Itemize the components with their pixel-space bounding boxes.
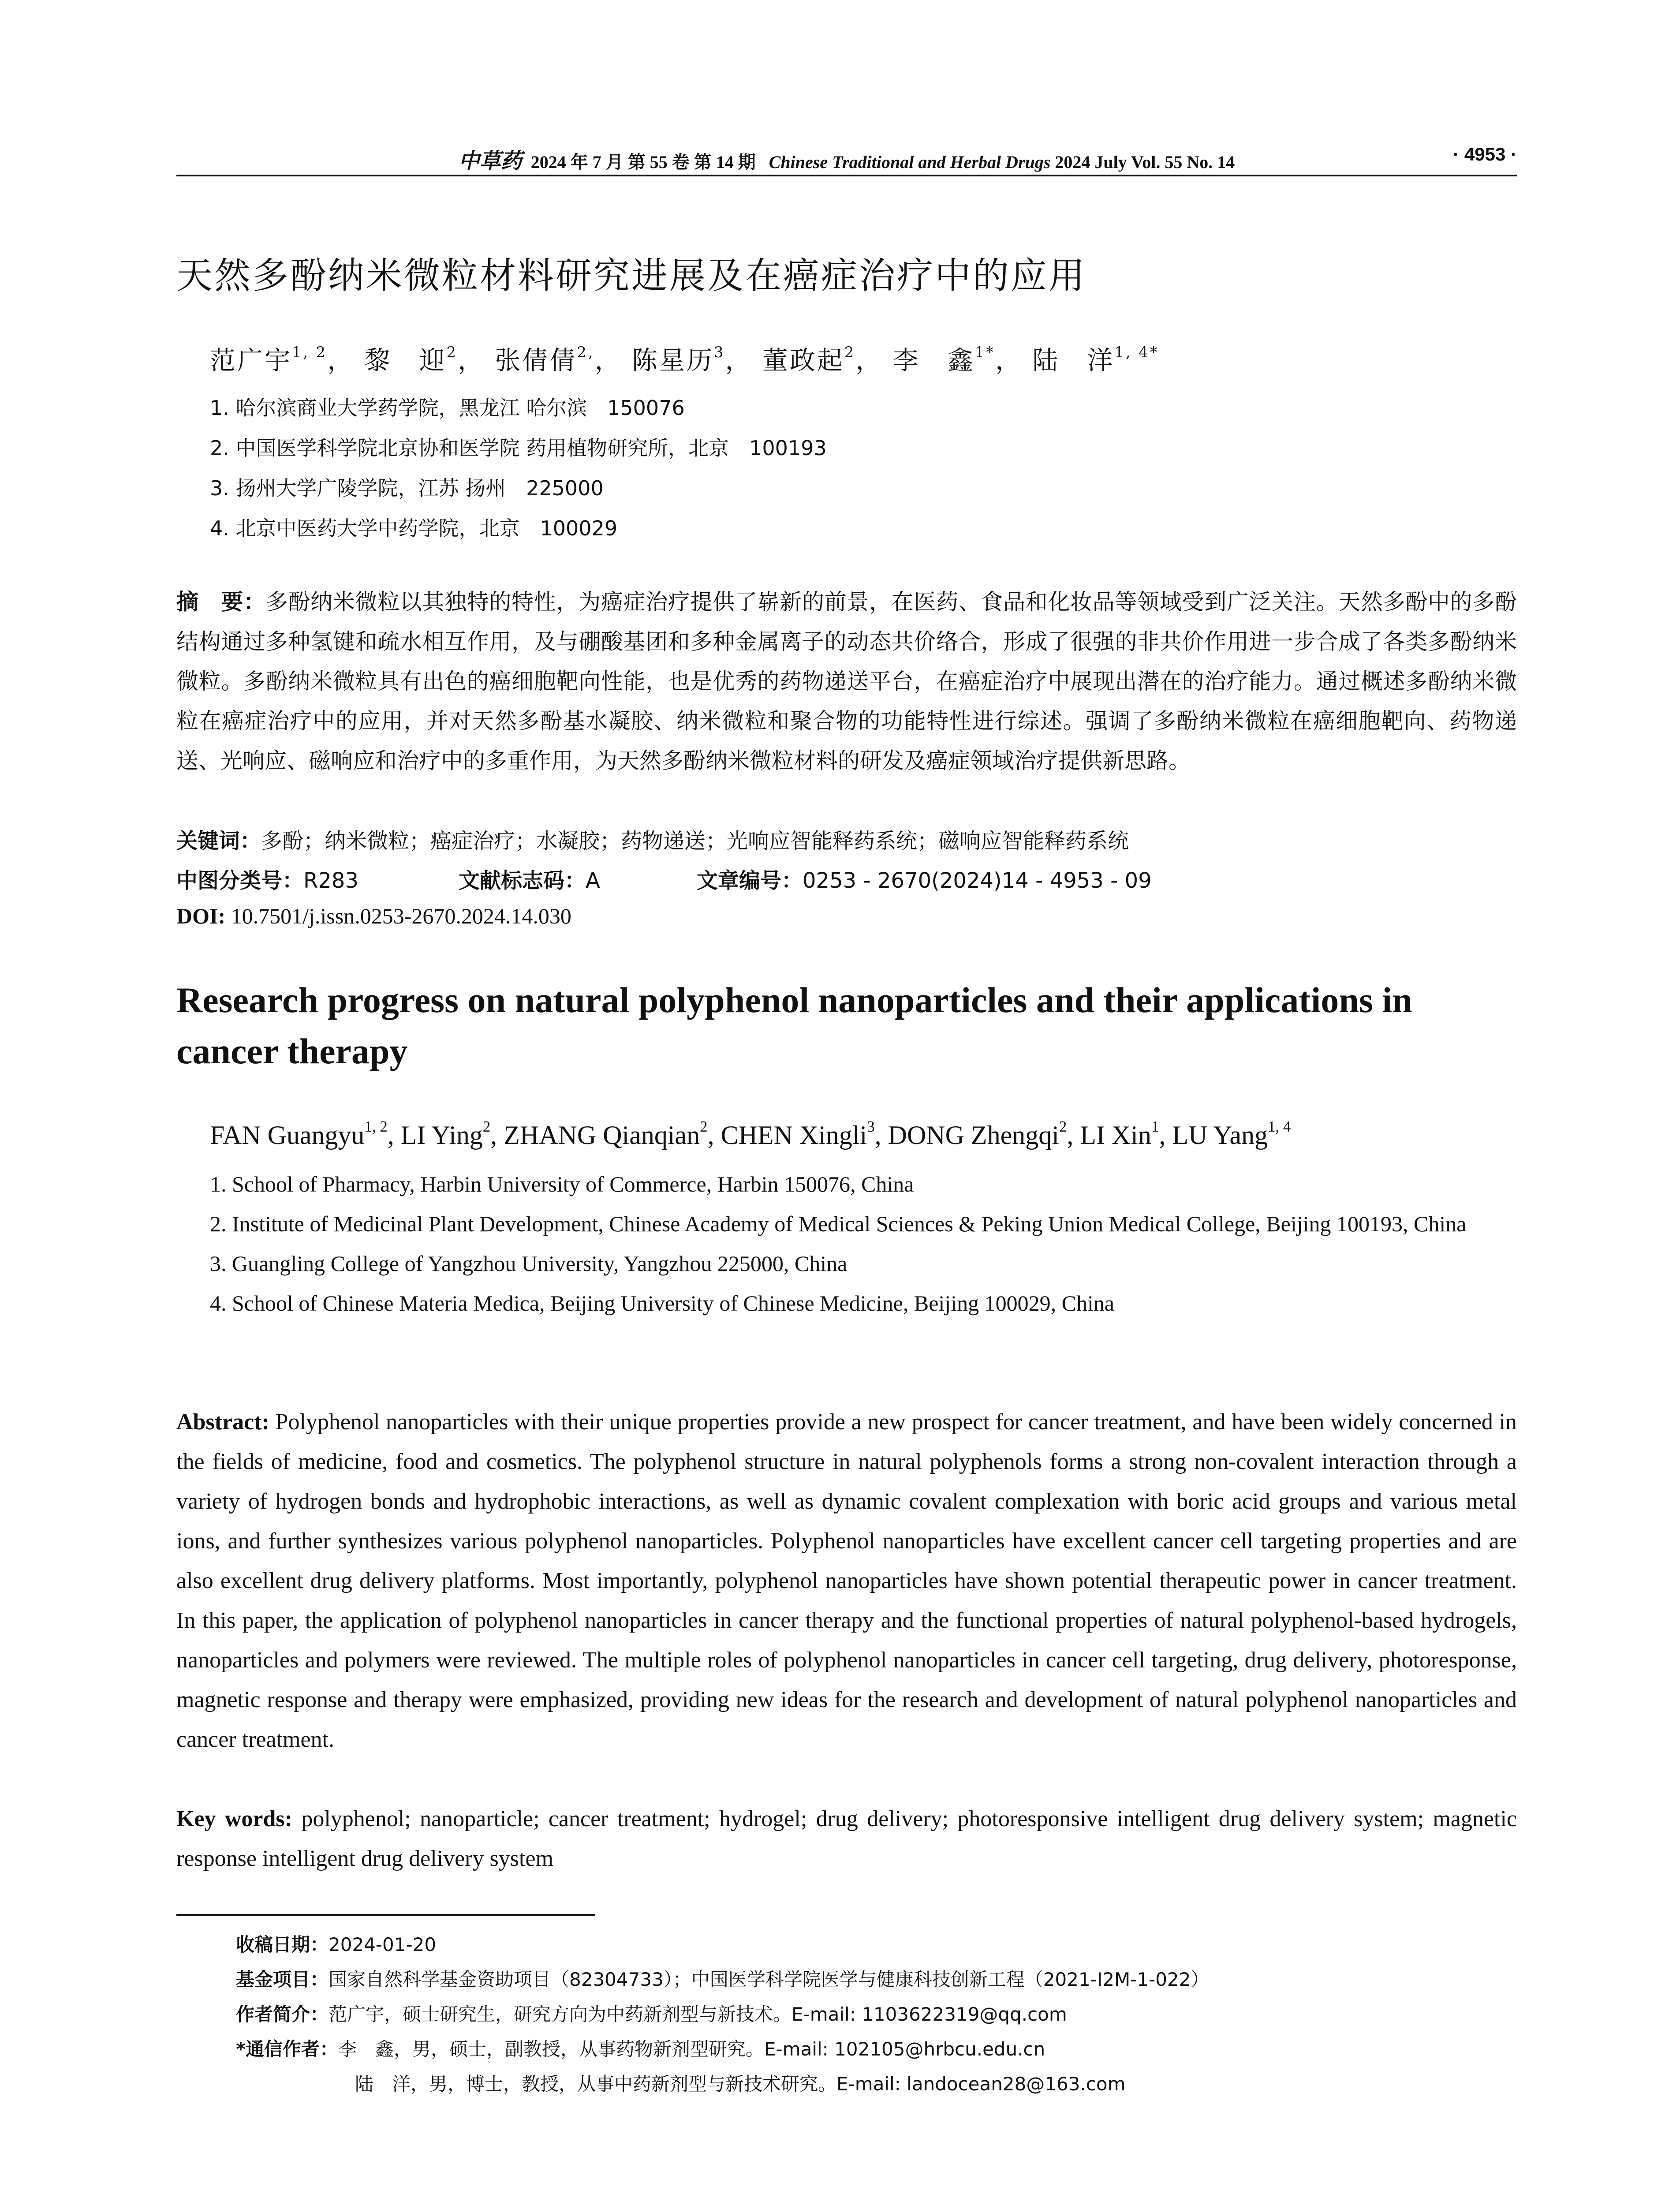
- article-no-value: 0253 - 2670(2024)14 - 4953 - 09: [803, 868, 1152, 893]
- author-name-cn: 张倩倩: [495, 345, 577, 375]
- author-affil-mark: 1: [1151, 1118, 1159, 1136]
- funding: [236, 1962, 1209, 1997]
- author-list-cn: 范广宇$^{1, 2}$， 黎 迎$^2$， 张倩倩$^{2,}$， 陈星历$^3$， 董政起$^2$， 李 鑫$^{1*}$， 陆 洋$^{1, 4*}$: [210, 344, 1159, 375]
- author-affil-mark: 2: [700, 1118, 708, 1136]
- article-number: [697, 863, 1152, 894]
- keywords-label-cn: 关键词：: [176, 829, 261, 853]
- issue-cn: 2024 年 7 月 第 55 卷 第 14 期: [530, 152, 756, 172]
- doc-code-label: 文献标志码：: [459, 868, 586, 893]
- author-affil-mark: 1, 4: [1268, 1118, 1291, 1136]
- author-name-cn: 范广宇: [210, 345, 292, 375]
- abstract-cn: [176, 582, 1517, 781]
- doi-label: DOI:: [176, 904, 226, 928]
- author-name-en: FAN Guangyu: [210, 1121, 365, 1150]
- author-list-en: FAN Guangyu$^{1, 2}$, LI Ying$^2$, ZHANG Qianqian$^2$, CHEN Xingli$^3$, DONG Zhengqi$^2$, LI Xin$^1$, LU Yang$^{1, 4}$: [210, 1118, 1291, 1150]
- author-affil-mark: 2: [446, 344, 458, 361]
- received-date: [236, 1927, 1209, 1962]
- author-affil-mark: 2: [1059, 1118, 1067, 1136]
- corr-value-1: 李 鑫，男，硕士，副教授，从事药物新剂型研究。E-mail: 102105@hrbcu.edu.cn: [338, 2038, 1045, 2060]
- abstract-text-cn: 多酚纳米微粒以其独特的特性，为癌症治疗提供了崭新的前景，在医药、食品和化妆品等领域受到广泛关注。天然多酚中的多酚结构通过多种氢键和疏水相互作用，及与硼酸基团和多种金属离子的动态共价络合，形成了很强的非共价作用进一步合成了各类多酚纳米微粒。多酚纳米微粒具有出色的癌细胞靶向性能，也是优秀的药物递送平台，在癌症治疗中展现出潜在的治疗能力。通过概述多酚纳米微粒在癌症治疗中的应用，并对天然多酚基水凝胶、纳米微粒和聚合物的功能特性进行综述。强调了多酚纳米微粒在癌细胞靶向、药物递送、光响应、磁响应和治疗中的多重作用，为天然多酚纳米微粒材料的研发及癌症领域治疗提供新思路。: [176, 589, 1517, 774]
- keywords-text-cn: 多酚；纳米微粒；癌症治疗；水凝胶；药物递送；光响应智能释药系统；磁响应智能释药系统: [261, 829, 1129, 853]
- document-code: [459, 863, 600, 894]
- clc-label: 中图分类号：: [176, 868, 304, 893]
- author-affil-mark: 2,: [577, 344, 595, 361]
- running-header: [176, 141, 1517, 176]
- affiliation-list-en: [210, 1164, 1539, 1323]
- author-affil-mark: 1*: [974, 344, 995, 361]
- author-bio: [236, 1997, 1209, 2032]
- affiliation-item: 2. Institute of Medicinal Plant Development, Chinese Academy of Medical Sciences & Peking Union Medical College, Beijing 100193, China: [210, 1211, 1467, 1236]
- author-name-en: LU Yang: [1172, 1121, 1268, 1150]
- article-title-cn: 天然多酚纳米微粒材料研究进展及在癌症治疗中的应用: [176, 255, 1087, 297]
- issue-en: 2024 July Vol. 55 No. 14: [1055, 152, 1235, 172]
- header-rule: [176, 175, 1517, 176]
- author-name-en: ZHANG Qianqian: [504, 1121, 700, 1150]
- author-affil-mark: 3: [714, 344, 725, 361]
- journal-name-en: Chinese Traditional and Herbal Drugs: [769, 152, 1051, 172]
- affiliation-item: 1. 哈尔滨商业大学药学院，黑龙江 哈尔滨 150076: [210, 396, 685, 420]
- abstract-label-en: Abstract:: [176, 1409, 269, 1435]
- corr-value-2: 陆 洋，男，博士，教授，从事中药新剂型与新技术研究。E-mail: landocean28@163.com: [355, 2073, 1126, 2095]
- footnotes: [236, 1927, 1209, 2101]
- classification-line: [176, 863, 1152, 894]
- author-name-en: LI Ying: [400, 1121, 483, 1150]
- doc-code-value: A: [586, 868, 600, 893]
- fund-value: 国家自然科学基金资助项目（82304733）；中国医学科学院医学与健康科技创新工程（2021-I2M-1-022）: [329, 1969, 1210, 1990]
- keywords-en: [176, 1799, 1517, 1879]
- author-name-cn: 陆 洋: [1032, 345, 1115, 375]
- corresponding-author: [236, 2032, 1209, 2067]
- author-name-en: CHEN Xingli: [721, 1121, 867, 1150]
- abstract-text-en: Polyphenol nanoparticles with their unique properties provide a new prospect for cancer treatment, and have been widely concerned in the fields of medicine, food and cosmetics. The polyphenol structure in natural polyphenols forms a strong non-covalent interaction through a variety of hydrogen bonds and hydrophobic interactions, as well as dynamic covalent complexation with boric acid groups and various metal ions, and further synthesizes various polyphenol nanoparticles. Polyphenol nanoparticles have excellent cancer cell targeting properties and are also excellent drug delivery platforms. Most importantly, polyphenol nanoparticles have shown potential therapeutic power in cancer treatment. In this paper, the application of polyphenol nanoparticles in cancer therapy and the functional properties of natural polyphenol-based hydrogels, nanoparticles and polymers were reviewed. The multiple roles of polyphenol nanoparticles in cancer cell targeting, drug delivery, photoresponse, magnetic response and therapy were emphasized, providing new ideas for the research and development of natural polyphenol nanoparticles and cancer treatment.: [176, 1409, 1517, 1752]
- bio-value: 范广宇，硕士研究生，研究方向为中药新剂型与新技术。E-mail: 1103622319@qq.com: [329, 2003, 1067, 2025]
- affiliation-item: 2. 中国医学科学院北京协和医学院 药用植物研究所，北京 100193: [210, 436, 827, 460]
- author-name-cn: 李 鑫: [892, 345, 975, 375]
- abstract-en: [176, 1402, 1517, 1760]
- keywords-label-en: Key words:: [176, 1806, 292, 1831]
- author-affil-mark: 1, 2: [292, 344, 328, 361]
- corr-label: *通信作者：: [236, 2038, 338, 2060]
- author-name-cn: 董政起: [762, 345, 844, 375]
- corresponding-author-2: [236, 2067, 1209, 2101]
- abstract-label-cn: 摘 要：: [176, 589, 266, 615]
- clc-value: R283: [303, 868, 358, 893]
- journal-name-cn: 中草药: [458, 149, 522, 173]
- keywords-cn: [176, 824, 1129, 854]
- keywords-text-en: polyphenol; nanoparticle; cancer treatment; hydrogel; drug delivery; photoresponsive intelligent drug delivery system; magnetic response intelligent drug delivery system: [176, 1806, 1517, 1871]
- author-name-cn: 陈星历: [632, 345, 714, 375]
- clc-number: [176, 868, 358, 893]
- author-affil-mark: 2: [844, 344, 856, 361]
- author-affil-mark: 1, 4*: [1114, 344, 1159, 361]
- author-name-en: LI Xin: [1080, 1121, 1151, 1150]
- footnote-rule: [176, 1914, 595, 1916]
- fund-label: 基金项目：: [236, 1969, 329, 1990]
- author-name-cn: 黎 迎: [364, 345, 447, 375]
- affiliation-item: 1. School of Pharmacy, Harbin University of Commerce, Harbin 150076, China: [210, 1172, 914, 1196]
- doi-line: [176, 903, 571, 929]
- author-name-en: DONG Zhengqi: [888, 1121, 1059, 1150]
- article-no-label: 文章编号：: [697, 868, 803, 893]
- received-label: 收稿日期：: [236, 1934, 329, 1955]
- article-title-en: Research progress on natural polyphenol nanoparticles and their applications in cancer therapy: [176, 980, 1412, 1071]
- affiliation-item: 4. School of Chinese Materia Medica, Beijing University of Chinese Medicine, Beijing 100029, China: [210, 1291, 1115, 1316]
- affiliation-list-cn: [210, 388, 827, 549]
- doi-link[interactable]: 10.7501/j.issn.0253-2670.2024.14.030: [231, 904, 571, 928]
- author-affil-mark: 2: [482, 1118, 491, 1136]
- author-affil-mark: 3: [867, 1118, 875, 1136]
- affiliation-item: 3. Guangling College of Yangzhou University, Yangzhou 225000, China: [210, 1251, 847, 1276]
- affiliation-item: 4. 北京中医药大学中药学院，北京 100029: [210, 516, 618, 540]
- journal-issue-line: [176, 144, 1517, 174]
- page-number: · 4953 ·: [1453, 144, 1517, 164]
- bio-label: 作者简介：: [236, 2003, 329, 2025]
- affiliation-item: 3. 扬州大学广陵学院，江苏 扬州 225000: [210, 476, 604, 500]
- author-affil-mark: 1, 2: [364, 1118, 388, 1136]
- received-value: 2024-01-20: [329, 1934, 437, 1955]
